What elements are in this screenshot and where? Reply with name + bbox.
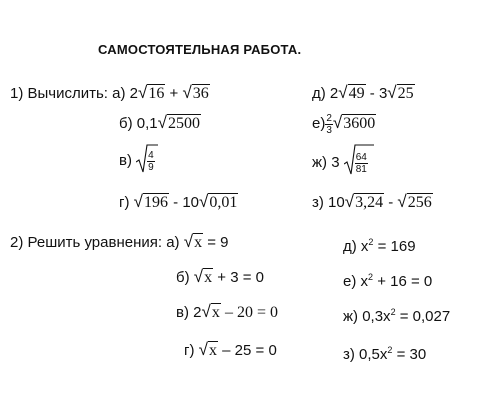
item-letter: г) bbox=[184, 342, 195, 359]
item-letter: з) bbox=[343, 346, 355, 363]
radical-sign bbox=[344, 144, 374, 176]
item-letter: е) bbox=[312, 115, 326, 132]
operator: - 3 bbox=[369, 85, 388, 102]
fraction bbox=[325, 113, 333, 136]
equation-rest: + 16 = 0 bbox=[377, 273, 433, 290]
radicand: x bbox=[204, 269, 213, 286]
item-letter: а) bbox=[112, 85, 126, 102]
denominator: 9 bbox=[148, 161, 154, 173]
task1-item-v bbox=[119, 146, 155, 176]
radicand: x bbox=[194, 234, 203, 251]
radicand: 0,01 bbox=[209, 194, 238, 211]
radicand: 2500 bbox=[167, 115, 200, 132]
item-letter: е) bbox=[343, 273, 357, 290]
equation-rest: + 3 = 0 bbox=[217, 269, 264, 286]
task2-item-z bbox=[343, 341, 426, 364]
equation-rest: = 30 bbox=[396, 346, 427, 363]
sqrt: √x bbox=[201, 302, 220, 321]
power: 2 bbox=[387, 345, 393, 355]
sqrt: √3600 bbox=[332, 113, 376, 132]
sqrt-fraction bbox=[136, 146, 155, 176]
radicand: 36 bbox=[192, 85, 209, 102]
task1-item-a bbox=[10, 84, 210, 103]
coef: 10 bbox=[328, 194, 345, 211]
task1-item-z bbox=[312, 193, 433, 212]
task1-item-g bbox=[119, 193, 238, 212]
task1-item-d bbox=[312, 84, 415, 103]
radicand: x bbox=[208, 342, 217, 359]
sqrt: √49 bbox=[338, 83, 365, 102]
coef: 2 bbox=[193, 304, 202, 321]
sqrt: √25 bbox=[387, 83, 414, 102]
denominator: 3 bbox=[326, 124, 332, 136]
task2-label: 2) Решить уравнения: bbox=[10, 234, 163, 251]
sqrt: √196 bbox=[133, 192, 168, 211]
task2-item-b bbox=[176, 268, 264, 287]
item-letter: д) bbox=[312, 85, 326, 102]
coef: 0,1 bbox=[136, 115, 158, 132]
denominator: 81 bbox=[355, 163, 367, 175]
task1-item-zh bbox=[312, 146, 368, 180]
task2-item-zh bbox=[343, 303, 450, 326]
numerator: 64 bbox=[355, 151, 367, 163]
numerator: 2 bbox=[326, 112, 332, 124]
task2-item-v bbox=[176, 303, 278, 322]
radicand: 25 bbox=[397, 85, 414, 102]
item-letter: з) bbox=[312, 194, 324, 211]
sqrt: √2500 bbox=[157, 113, 200, 132]
lhs: x bbox=[360, 273, 369, 290]
equation-rest: = 0,027 bbox=[399, 308, 451, 325]
power: 2 bbox=[368, 272, 374, 282]
operator: - 10 bbox=[173, 194, 200, 211]
operator: + bbox=[169, 85, 179, 102]
item-letter: г) bbox=[119, 194, 130, 211]
task1-item-b bbox=[119, 114, 201, 133]
equation-rest: – 25 = 0 bbox=[222, 342, 277, 359]
sqrt: √x bbox=[193, 267, 213, 286]
task2-item-a bbox=[10, 233, 229, 252]
radicand: 49 bbox=[348, 85, 365, 102]
radicand: 196 bbox=[143, 194, 168, 211]
operator: - bbox=[388, 194, 394, 211]
task2-item-e bbox=[343, 268, 432, 291]
coef: 2 bbox=[329, 85, 339, 102]
item-letter: а) bbox=[166, 234, 180, 251]
lhs: 0,5x bbox=[359, 346, 388, 363]
equation-rest: – 20 = 0 bbox=[225, 304, 279, 321]
equation-rest: = 169 bbox=[377, 238, 416, 255]
item-letter: б) bbox=[119, 115, 133, 132]
power: 2 bbox=[368, 237, 374, 247]
equation-rest: = 9 bbox=[207, 234, 229, 251]
item-letter: в) bbox=[119, 152, 132, 169]
sqrt: √16 bbox=[138, 83, 165, 102]
page-title: САМОСТОЯТЕЛЬНАЯ РАБОТА. bbox=[98, 42, 302, 57]
task1-label: 1) Вычислить: bbox=[10, 85, 108, 102]
radicand: 3,24 bbox=[355, 194, 384, 211]
lhs: 0,3x bbox=[362, 308, 391, 325]
task2-item-d bbox=[343, 233, 416, 256]
sqrt: √x bbox=[198, 340, 217, 359]
coef: 2 bbox=[129, 85, 138, 102]
sqrt: √36 bbox=[182, 83, 209, 102]
radicand: 16 bbox=[148, 85, 165, 102]
radical-sign bbox=[136, 144, 158, 174]
lhs: x bbox=[360, 238, 369, 255]
radicand: 3600 bbox=[343, 115, 376, 132]
item-letter: д) bbox=[343, 238, 357, 255]
item-letter: б) bbox=[176, 269, 190, 286]
power: 2 bbox=[390, 307, 396, 317]
coef: 3 bbox=[331, 154, 340, 171]
numerator: 4 bbox=[148, 149, 154, 161]
sqrt: √0,01 bbox=[199, 192, 238, 211]
radicand: x bbox=[211, 304, 220, 321]
task2-item-g bbox=[184, 341, 277, 360]
task1-item-e bbox=[312, 110, 376, 137]
item-letter: ж) bbox=[312, 154, 328, 171]
item-letter: в) bbox=[176, 304, 189, 321]
radicand: 256 bbox=[407, 194, 432, 211]
sqrt: √x bbox=[183, 232, 203, 251]
sqrt: √3,24 bbox=[344, 192, 384, 211]
sqrt: √256 bbox=[397, 192, 432, 211]
sqrt-fraction bbox=[344, 146, 368, 180]
item-letter: ж) bbox=[343, 308, 359, 325]
